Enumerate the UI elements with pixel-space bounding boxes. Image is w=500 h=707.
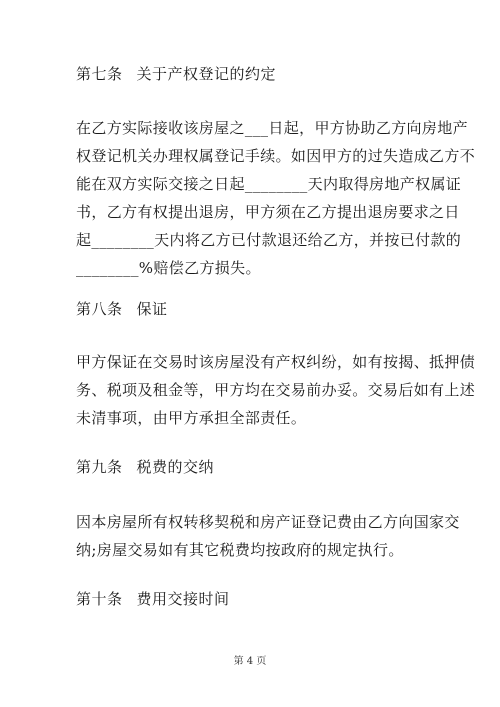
section-title: 税费的交纳 [136, 458, 215, 476]
section-heading-10 [76, 589, 230, 609]
section-title: 保证 [136, 300, 168, 318]
paragraph-line: 因本房屋所有权转移契税和房产证登记费由乙方向国家交 [76, 513, 460, 531]
paragraph-line: 书，乙方有权提出退房，甲方须在乙方提出退房要求之日 [76, 203, 460, 221]
paragraph-line: 能在双方实际交接之日起________天内取得房地产权属证 [76, 175, 462, 193]
paragraph-line: ________%赔偿乙方损失。 [76, 259, 261, 277]
section-number: 第十条 [76, 590, 123, 608]
paragraph-line: 未清事项，由甲方承担全部责任。 [76, 409, 307, 427]
section-heading-9 [76, 457, 214, 477]
section-body-7 [76, 114, 476, 282]
paragraph-line: 纳;房屋交易如有其它税费均按政府的规定执行。 [76, 541, 404, 559]
section-heading-8 [76, 299, 168, 319]
section-heading-7 [76, 64, 276, 84]
section-title: 费用交接时间 [136, 590, 230, 608]
section-title: 关于产权登记的约定 [136, 65, 277, 83]
paragraph-line: 起________天内将乙方已付款退还给乙方，并按已付款的 [76, 231, 462, 249]
paragraph-line: 甲方保证在交易时该房屋没有产权纠纷，如有按揭、抵押债 [76, 353, 476, 371]
paragraph-line: 务、税项及租金等，甲方均在交易前办妥。交易后如有上述 [76, 381, 476, 399]
page-number-footer: 第 4 页 [233, 656, 267, 667]
paragraph-line: 权登记机关办理权属登记手续。如因甲方的过失造成乙方不 [76, 147, 476, 165]
section-body-9 [76, 508, 460, 564]
section-number: 第八条 [76, 300, 123, 318]
section-body-8 [76, 348, 476, 432]
paragraph-line: 在乙方实际接收该房屋之___日起，甲方协助乙方向房地产 [76, 119, 468, 137]
section-number: 第七条 [76, 65, 123, 83]
section-number: 第九条 [76, 458, 123, 476]
